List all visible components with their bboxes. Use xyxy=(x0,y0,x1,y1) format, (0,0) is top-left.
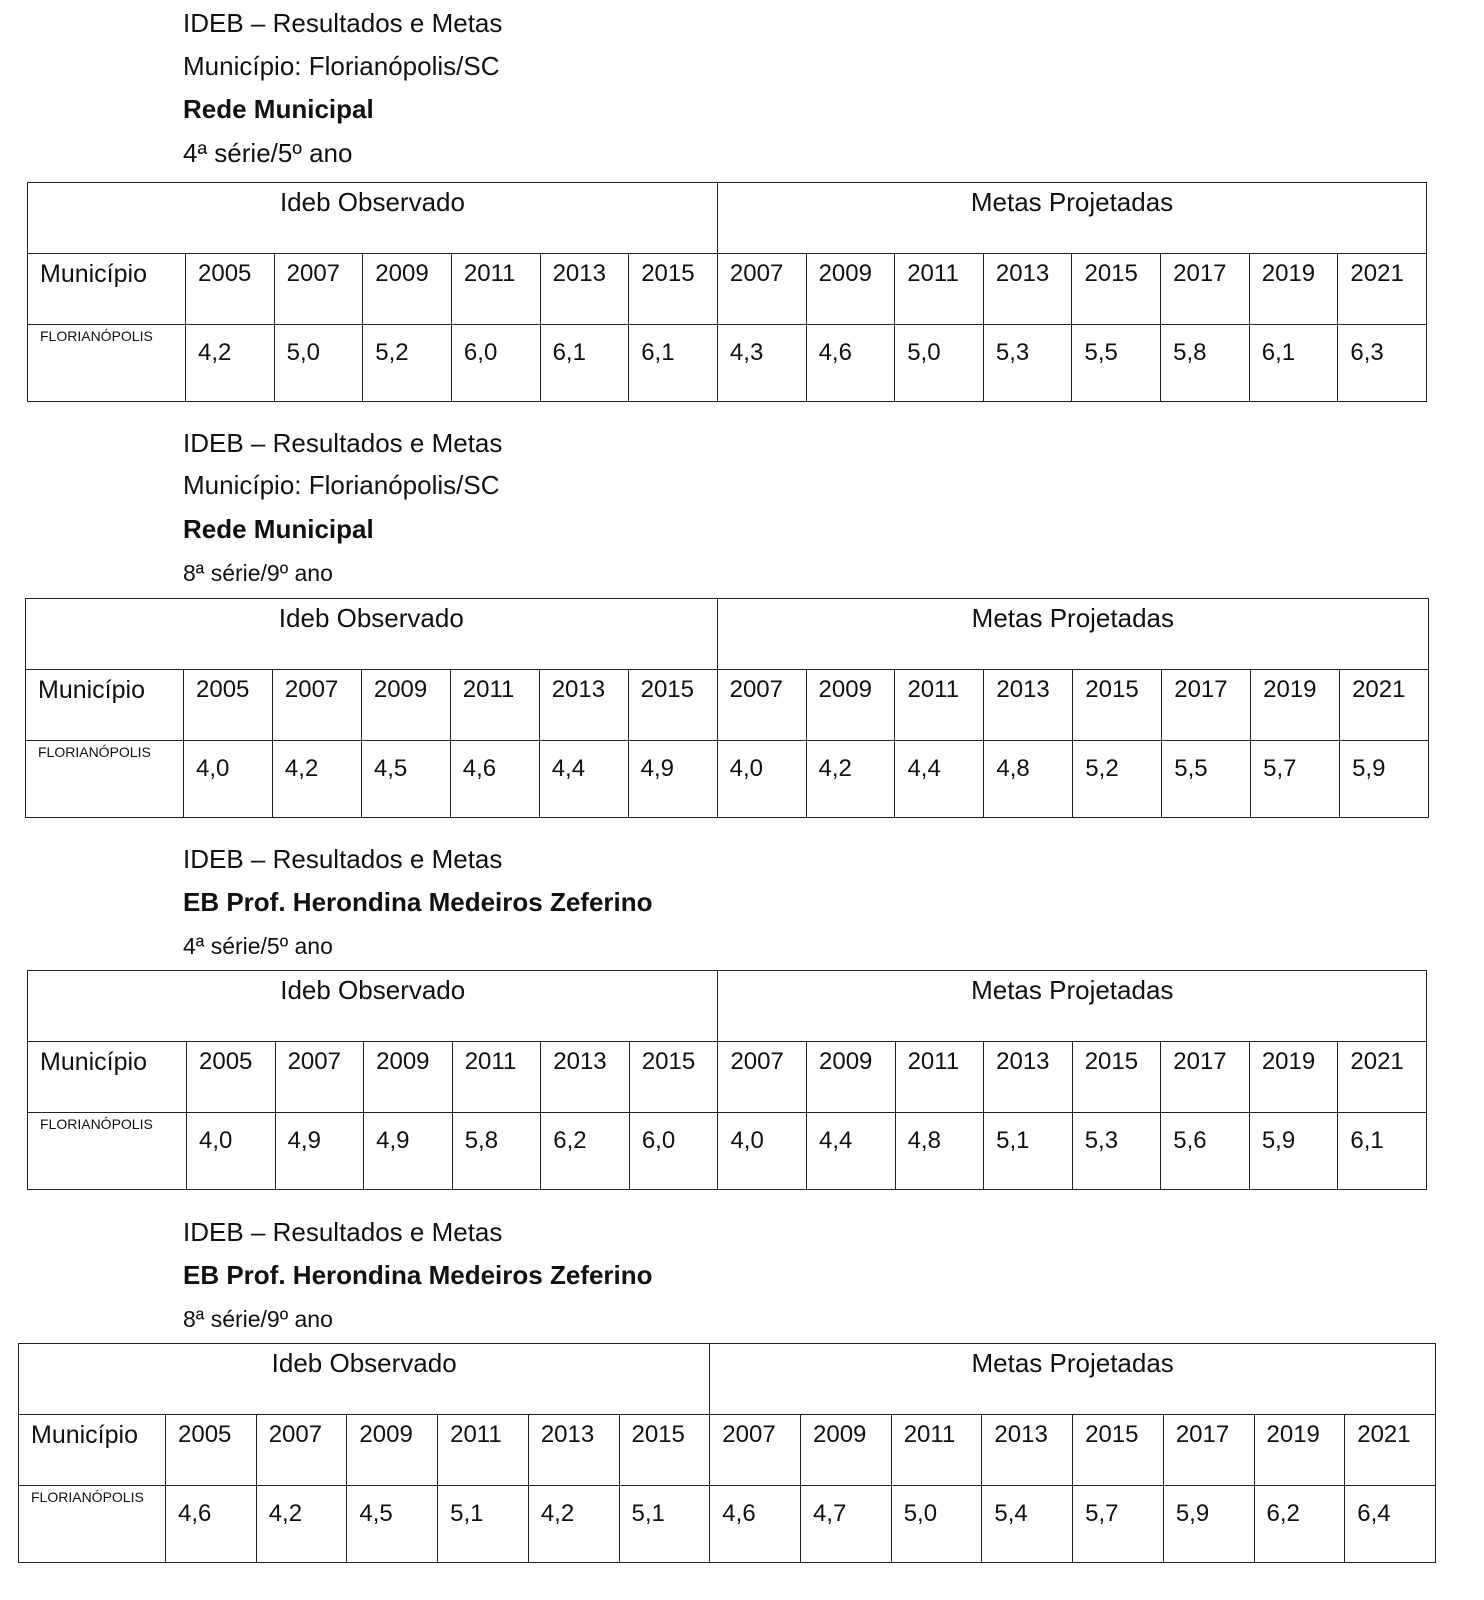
target-value: 5,3 xyxy=(983,325,1072,402)
observed-year-header: 2005 xyxy=(166,1415,257,1486)
observed-value: 5,8 xyxy=(452,1113,541,1190)
table-row xyxy=(28,1113,1427,1190)
observed-year-header: 2007 xyxy=(274,254,363,325)
target-year-header: 2015 xyxy=(1072,1042,1161,1113)
year-header-row xyxy=(19,1415,1436,1486)
target-year-header: 2011 xyxy=(895,670,984,741)
year-header-row xyxy=(28,254,1427,325)
observed-year-header: 2005 xyxy=(186,254,275,325)
observed-year-header: 2009 xyxy=(363,254,452,325)
header-ideb-observado: Ideb Observado xyxy=(28,183,718,254)
observed-year-header: 2013 xyxy=(541,1042,630,1113)
observed-value: 5,2 xyxy=(363,325,452,402)
row-header-municipio: Município xyxy=(28,254,186,325)
target-value: 5,9 xyxy=(1163,1486,1254,1563)
target-value: 6,1 xyxy=(1249,325,1338,402)
ideb-table xyxy=(18,1343,1436,1563)
observed-value: 5,0 xyxy=(274,325,363,402)
observed-value: 4,2 xyxy=(528,1486,619,1563)
target-value: 4,6 xyxy=(710,1486,801,1563)
observed-value: 4,5 xyxy=(361,741,450,818)
target-year-header: 2011 xyxy=(895,1042,984,1113)
observed-value: 4,4 xyxy=(539,741,628,818)
municipality-label: Município: Florianópolis/SC xyxy=(183,51,500,81)
target-year-header: 2009 xyxy=(806,254,895,325)
target-value: 5,7 xyxy=(1073,1486,1164,1563)
group-header-row xyxy=(28,183,1427,254)
observed-value: 4,0 xyxy=(184,741,273,818)
observed-value: 6,0 xyxy=(629,1113,718,1190)
target-value: 5,6 xyxy=(1161,1113,1250,1190)
target-year-header: 2013 xyxy=(984,670,1073,741)
target-year-header: 2007 xyxy=(710,1415,801,1486)
target-year-header: 2015 xyxy=(1072,254,1161,325)
grade-label: 4ª série/5º ano xyxy=(183,138,353,168)
observed-value: 4,2 xyxy=(256,1486,347,1563)
grade-label: 8ª série/9º ano xyxy=(183,560,333,586)
observed-year-header: 2015 xyxy=(629,254,718,325)
section-title: IDEB – Resultados e Metas xyxy=(183,844,503,874)
observed-year-header: 2011 xyxy=(450,670,539,741)
group-header-row xyxy=(28,971,1427,1042)
target-year-header: 2017 xyxy=(1161,1042,1250,1113)
table-row xyxy=(19,1486,1436,1563)
observed-year-header: 2005 xyxy=(187,1042,276,1113)
grade-label: 4ª série/5º ano xyxy=(183,933,333,959)
group-header-row xyxy=(19,1344,1436,1415)
observed-value: 5,1 xyxy=(438,1486,529,1563)
section-title: IDEB – Resultados e Metas xyxy=(183,1217,503,1247)
year-header-row xyxy=(26,670,1429,741)
target-value: 5,1 xyxy=(984,1113,1073,1190)
grade-label: 8ª série/9º ano xyxy=(183,1306,333,1332)
row-header-municipio: Município xyxy=(26,670,184,741)
table-row xyxy=(26,741,1429,818)
target-value: 5,8 xyxy=(1161,325,1250,402)
observed-year-header: 2015 xyxy=(629,1042,718,1113)
observed-year-header: 2013 xyxy=(528,1415,619,1486)
target-value: 4,6 xyxy=(806,325,895,402)
row-label-florianopolis: FLORIANÓPOLIS xyxy=(19,1486,166,1563)
header-metas-projetadas: Metas Projetadas xyxy=(717,183,1426,254)
target-value: 5,7 xyxy=(1251,741,1340,818)
observed-value: 4,5 xyxy=(347,1486,438,1563)
target-value: 4,3 xyxy=(717,325,806,402)
section-subtitle: EB Prof. Herondina Medeiros Zeferino xyxy=(183,887,653,917)
observed-value: 6,1 xyxy=(629,325,718,402)
target-value: 6,1 xyxy=(1338,1113,1427,1190)
observed-year-header: 2015 xyxy=(628,670,717,741)
target-value: 6,4 xyxy=(1345,1486,1436,1563)
observed-year-header: 2015 xyxy=(619,1415,710,1486)
target-value: 6,2 xyxy=(1254,1486,1345,1563)
year-header-row xyxy=(28,1042,1427,1113)
target-year-header: 2017 xyxy=(1161,254,1250,325)
target-value: 4,4 xyxy=(807,1113,896,1190)
header-metas-projetadas: Metas Projetadas xyxy=(718,971,1427,1042)
section-subtitle: Rede Municipal xyxy=(183,94,374,124)
row-label-florianopolis: FLORIANÓPOLIS xyxy=(26,741,184,818)
target-value: 5,0 xyxy=(895,325,984,402)
target-year-header: 2021 xyxy=(1345,1415,1436,1486)
header-ideb-observado: Ideb Observado xyxy=(26,599,718,670)
section-subtitle: EB Prof. Herondina Medeiros Zeferino xyxy=(183,1260,653,1290)
observed-year-header: 2013 xyxy=(539,670,628,741)
target-year-header: 2009 xyxy=(807,1042,896,1113)
target-value: 5,4 xyxy=(982,1486,1073,1563)
header-ideb-observado: Ideb Observado xyxy=(19,1344,710,1415)
observed-year-header: 2007 xyxy=(275,1042,364,1113)
ideb-table xyxy=(27,970,1427,1190)
target-year-header: 2019 xyxy=(1251,670,1340,741)
target-value: 5,2 xyxy=(1073,741,1162,818)
target-value: 4,7 xyxy=(801,1486,892,1563)
header-metas-projetadas: Metas Projetadas xyxy=(717,599,1428,670)
observed-year-header: 2011 xyxy=(452,1042,541,1113)
observed-value: 6,2 xyxy=(541,1113,630,1190)
target-value: 4,2 xyxy=(806,741,895,818)
ideb-table xyxy=(27,182,1427,402)
header-metas-projetadas: Metas Projetadas xyxy=(710,1344,1436,1415)
observed-value: 4,6 xyxy=(450,741,539,818)
target-value: 4,0 xyxy=(717,741,806,818)
section-title: IDEB – Resultados e Metas xyxy=(183,8,503,38)
target-year-header: 2017 xyxy=(1162,670,1251,741)
observed-year-header: 2009 xyxy=(361,670,450,741)
observed-value: 4,0 xyxy=(187,1113,276,1190)
observed-year-header: 2011 xyxy=(451,254,540,325)
section-title: IDEB – Resultados e Metas xyxy=(183,428,503,458)
target-value: 4,0 xyxy=(718,1113,807,1190)
observed-value: 4,9 xyxy=(364,1113,453,1190)
target-year-header: 2015 xyxy=(1073,1415,1164,1486)
target-year-header: 2021 xyxy=(1338,1042,1427,1113)
target-year-header: 2007 xyxy=(717,670,806,741)
observed-value: 4,2 xyxy=(272,741,361,818)
target-year-header: 2013 xyxy=(982,1415,1073,1486)
target-year-header: 2019 xyxy=(1249,254,1338,325)
target-year-header: 2007 xyxy=(717,254,806,325)
target-year-header: 2007 xyxy=(718,1042,807,1113)
target-year-header: 2021 xyxy=(1340,670,1429,741)
group-header-row xyxy=(26,599,1429,670)
target-year-header: 2021 xyxy=(1338,254,1427,325)
target-year-header: 2013 xyxy=(983,254,1072,325)
row-header-municipio: Município xyxy=(28,1042,187,1113)
target-year-header: 2013 xyxy=(984,1042,1073,1113)
observed-year-header: 2013 xyxy=(540,254,629,325)
municipality-label: Município: Florianópolis/SC xyxy=(183,470,500,500)
target-value: 5,9 xyxy=(1340,741,1429,818)
observed-value: 5,1 xyxy=(619,1486,710,1563)
row-header-municipio: Município xyxy=(19,1415,166,1486)
observed-year-header: 2011 xyxy=(438,1415,529,1486)
target-year-header: 2009 xyxy=(801,1415,892,1486)
observed-value: 4,6 xyxy=(166,1486,257,1563)
target-value: 5,0 xyxy=(891,1486,982,1563)
observed-year-header: 2005 xyxy=(184,670,273,741)
target-year-header: 2009 xyxy=(806,670,895,741)
target-value: 4,8 xyxy=(984,741,1073,818)
observed-value: 4,9 xyxy=(628,741,717,818)
observed-value: 6,0 xyxy=(451,325,540,402)
target-value: 5,3 xyxy=(1072,1113,1161,1190)
target-value: 4,4 xyxy=(895,741,984,818)
observed-value: 6,1 xyxy=(540,325,629,402)
target-year-header: 2017 xyxy=(1163,1415,1254,1486)
observed-year-header: 2007 xyxy=(256,1415,347,1486)
target-value: 5,5 xyxy=(1072,325,1161,402)
target-year-header: 2015 xyxy=(1073,670,1162,741)
table-row xyxy=(28,325,1427,402)
target-year-header: 2011 xyxy=(891,1415,982,1486)
observed-value: 4,2 xyxy=(186,325,275,402)
target-year-header: 2011 xyxy=(895,254,984,325)
target-value: 6,3 xyxy=(1338,325,1427,402)
target-value: 5,9 xyxy=(1249,1113,1338,1190)
observed-year-header: 2009 xyxy=(347,1415,438,1486)
target-year-header: 2019 xyxy=(1254,1415,1345,1486)
row-label-florianopolis: FLORIANÓPOLIS xyxy=(28,325,186,402)
observed-year-header: 2007 xyxy=(272,670,361,741)
observed-value: 4,9 xyxy=(275,1113,364,1190)
observed-year-header: 2009 xyxy=(364,1042,453,1113)
header-ideb-observado: Ideb Observado xyxy=(28,971,718,1042)
target-value: 4,8 xyxy=(895,1113,984,1190)
target-value: 5,5 xyxy=(1162,741,1251,818)
ideb-table xyxy=(25,598,1429,818)
row-label-florianopolis: FLORIANÓPOLIS xyxy=(28,1113,187,1190)
section-subtitle: Rede Municipal xyxy=(183,514,374,544)
target-year-header: 2019 xyxy=(1249,1042,1338,1113)
